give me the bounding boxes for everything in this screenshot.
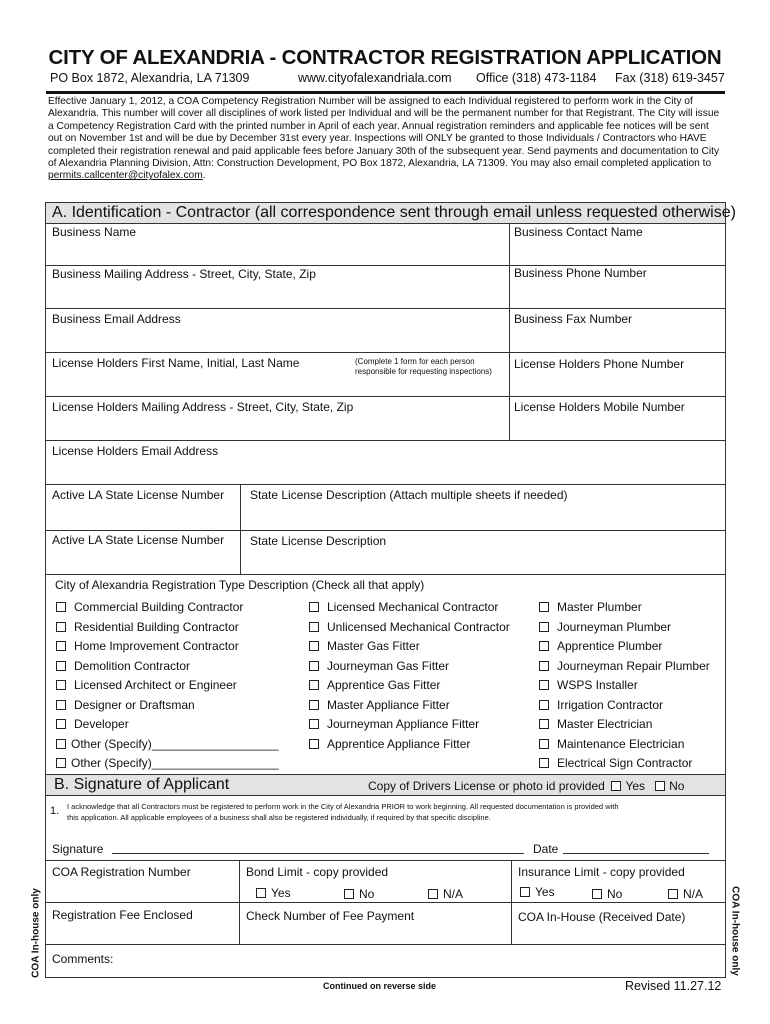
checkbox-commercial-building[interactable]: Commercial Building Contractor bbox=[56, 600, 279, 620]
checkbox-icon[interactable] bbox=[309, 739, 319, 749]
registration-type-heading: City of Alexandria Registration Type Description (Check all that apply) bbox=[55, 578, 425, 592]
business-phone-field[interactable]: Business Phone Number bbox=[514, 266, 647, 280]
checkbox-journeyman-appliance-fitter[interactable]: Journeyman Appliance Fitter bbox=[309, 717, 510, 737]
registration-fee-field[interactable]: Registration Fee Enclosed bbox=[52, 908, 193, 922]
office-grid-column bbox=[239, 860, 240, 944]
column-divider bbox=[509, 224, 510, 440]
checkbox-icon[interactable] bbox=[539, 602, 549, 612]
date-line[interactable] bbox=[563, 853, 709, 854]
registration-column-2 bbox=[309, 600, 510, 756]
checkbox-icon[interactable] bbox=[539, 700, 549, 710]
bond-yes-option[interactable]: Yes bbox=[256, 886, 291, 900]
business-contact-field[interactable]: Business Contact Name bbox=[514, 225, 643, 239]
section-b-header bbox=[45, 774, 726, 796]
state-license-number-1[interactable]: Active LA State License Number bbox=[52, 488, 225, 502]
acknowledgement-number: 1. bbox=[50, 805, 60, 817]
checkbox-master-appliance-fitter[interactable]: Master Appliance Fitter bbox=[309, 698, 510, 718]
row-divider bbox=[45, 396, 726, 397]
checkbox-demolition[interactable]: Demolition Contractor bbox=[56, 659, 279, 679]
check-number-field[interactable]: Check Number of Fee Payment bbox=[246, 909, 415, 923]
state-license-number-2[interactable]: Active LA State License Number bbox=[52, 533, 225, 547]
checkbox-icon[interactable] bbox=[539, 680, 549, 690]
checkbox-icon[interactable] bbox=[539, 739, 549, 749]
header-address: PO Box 1872, Alexandria, LA 71309 bbox=[50, 71, 250, 85]
checkbox-apprentice-plumber[interactable]: Apprentice Plumber bbox=[539, 639, 710, 659]
checkbox-other-2[interactable]: Other (Specify)___________________ bbox=[56, 756, 279, 776]
checkbox-icon[interactable] bbox=[539, 622, 549, 632]
checkbox-journeyman-repair-plumber[interactable]: Journeyman Repair Plumber bbox=[539, 659, 710, 679]
license-yes-checkbox[interactable] bbox=[611, 781, 621, 791]
license-yes-label: Yes bbox=[625, 779, 646, 793]
holder-email-field[interactable]: License Holders Email Address bbox=[52, 444, 219, 458]
checkbox-icon[interactable] bbox=[592, 889, 602, 899]
insurance-limit-label: Insurance Limit - copy provided bbox=[518, 865, 685, 879]
checkbox-icon[interactable] bbox=[56, 700, 66, 710]
checkbox-home-improvement[interactable]: Home Improvement Contractor bbox=[56, 639, 279, 659]
intro-end: . bbox=[202, 170, 206, 182]
coa-registration-field[interactable]: COA Registration Number bbox=[52, 865, 191, 879]
checkbox-icon[interactable] bbox=[56, 641, 66, 651]
registration-column-1 bbox=[56, 600, 279, 776]
holder-note-line1: (Complete 1 form for each person bbox=[355, 357, 475, 366]
checkbox-icon[interactable] bbox=[309, 661, 319, 671]
section-a-title: A. Identification - Contractor (all correspondence sent through email unless requested otherwise) bbox=[52, 204, 736, 221]
checkbox-residential-building[interactable]: Residential Building Contractor bbox=[56, 620, 279, 640]
checkbox-master-gas-fitter[interactable]: Master Gas Fitter bbox=[309, 639, 510, 659]
checkbox-journeyman-plumber[interactable]: Journeyman Plumber bbox=[539, 620, 710, 640]
checkbox-icon[interactable] bbox=[56, 758, 66, 768]
checkbox-apprentice-appliance-fitter[interactable]: Apprentice Appliance Fitter bbox=[309, 737, 510, 757]
bond-na-option[interactable]: N/A bbox=[428, 887, 463, 901]
received-date-field[interactable]: COA In-House (Received Date) bbox=[518, 910, 686, 924]
checkbox-other-1[interactable]: Other (Specify)___________________ bbox=[56, 737, 279, 757]
acknowledgement-line1: I acknowledge that all Contractors must be registered to perform work in the City of Alexandria PRIOR to work beginning. All requested documentation is provided with bbox=[67, 802, 619, 811]
state-license-description-2[interactable]: State License Description bbox=[250, 534, 387, 548]
header-fax: Fax (318) 619-3457 bbox=[615, 71, 725, 85]
header-office-phone: Office (318) 473-1184 bbox=[476, 71, 597, 85]
row-divider bbox=[45, 530, 726, 531]
checkbox-unlicensed-mechanical[interactable]: Unlicensed Mechanical Contractor bbox=[309, 620, 510, 640]
holder-phone-field[interactable]: License Holders Phone Number bbox=[514, 357, 685, 371]
continued-note: Continued on reverse side bbox=[323, 981, 437, 991]
checkbox-master-electrician[interactable]: Master Electrician bbox=[539, 717, 710, 737]
row-divider bbox=[45, 484, 726, 485]
row-divider bbox=[45, 352, 726, 353]
checkbox-icon[interactable] bbox=[539, 641, 549, 651]
bond-limit-label: Bond Limit - copy provided bbox=[246, 865, 389, 879]
checkbox-icon[interactable] bbox=[539, 758, 549, 768]
checkbox-icon[interactable] bbox=[309, 700, 319, 710]
checkbox-icon[interactable] bbox=[56, 622, 66, 632]
checkbox-apprentice-gas-fitter[interactable]: Apprentice Gas Fitter bbox=[309, 678, 510, 698]
checkbox-icon[interactable] bbox=[309, 641, 319, 651]
section-a-header bbox=[45, 202, 736, 224]
checkbox-irrigation-contractor[interactable]: Irrigation Contractor bbox=[539, 698, 710, 718]
signature-label: Signature bbox=[52, 842, 104, 856]
checkbox-developer[interactable]: Developer bbox=[56, 717, 279, 737]
side-label-right: COA In-house only bbox=[729, 886, 741, 976]
state-license-description-1[interactable]: State License Description (Attach multiple sheets if needed) bbox=[250, 488, 568, 502]
checkbox-icon[interactable] bbox=[309, 680, 319, 690]
row-divider bbox=[45, 440, 726, 441]
holder-mailing-field[interactable]: License Holders Mailing Address - Street, City, State, Zip bbox=[52, 400, 354, 414]
insurance-no-option[interactable]: No bbox=[592, 887, 622, 901]
checkbox-icon[interactable] bbox=[56, 680, 66, 690]
section-b-title: B. Signature of Applicant bbox=[54, 776, 230, 793]
checkbox-icon[interactable] bbox=[56, 719, 66, 729]
business-mailing-field[interactable]: Business Mailing Address - Street, City, State, Zip bbox=[52, 267, 316, 281]
checkbox-icon[interactable] bbox=[56, 661, 66, 671]
office-grid-column bbox=[511, 860, 512, 944]
checkbox-icon[interactable] bbox=[539, 719, 549, 729]
bond-no-option[interactable]: No bbox=[344, 887, 374, 901]
signature-line[interactable] bbox=[112, 853, 524, 854]
checkbox-icon[interactable] bbox=[428, 889, 438, 899]
checkbox-icon[interactable] bbox=[256, 888, 266, 898]
row-divider bbox=[45, 308, 726, 309]
checkbox-journeyman-gas-fitter[interactable]: Journeyman Gas Fitter bbox=[309, 659, 510, 679]
checkbox-icon[interactable] bbox=[520, 887, 530, 897]
header-website: www.cityofalexandriala.com bbox=[298, 71, 452, 85]
checkbox-architect-engineer[interactable]: Licensed Architect or Engineer bbox=[56, 678, 279, 698]
checkbox-icon[interactable] bbox=[309, 602, 319, 612]
checkbox-wsps-installer[interactable]: WSPS Installer bbox=[539, 678, 710, 698]
acknowledgement-line2: this application. All applicable employees of a business shall also be registered individually, if required by that specific discipline. bbox=[67, 813, 491, 822]
business-name-field[interactable]: Business Name bbox=[52, 225, 137, 239]
registration-column-3 bbox=[539, 600, 710, 776]
checkbox-master-plumber[interactable]: Master Plumber bbox=[539, 600, 710, 620]
date-label: Date bbox=[533, 842, 559, 856]
checkbox-icon[interactable] bbox=[668, 889, 678, 899]
form-title: CITY OF ALEXANDRIA - CONTRACTOR REGISTRATION APPLICATION bbox=[48, 46, 722, 69]
license-no-checkbox[interactable] bbox=[655, 781, 665, 791]
checkbox-icon[interactable] bbox=[344, 889, 354, 899]
insurance-na-option[interactable]: N/A bbox=[668, 887, 703, 901]
checkbox-designer-draftsman[interactable]: Designer or Draftsman bbox=[56, 698, 279, 718]
license-no-label: No bbox=[669, 779, 685, 793]
office-grid-top bbox=[45, 860, 726, 861]
comments-field[interactable]: Comments: bbox=[52, 952, 114, 966]
business-email-field[interactable]: Business Email Address bbox=[52, 312, 181, 326]
drivers-license-question: Copy of Drivers License or photo id provided Yes No bbox=[368, 779, 685, 793]
holder-note-line2: responsible for requesting inspections) bbox=[355, 367, 492, 376]
intro-paragraph bbox=[48, 96, 724, 183]
row-divider bbox=[45, 574, 726, 575]
side-label-left: COA In-house only bbox=[30, 888, 42, 978]
office-grid-divider bbox=[45, 902, 726, 903]
intro-text: Effective January 1, 2012, a COA Competency Registration Number will be assigned to each Individual registered to perform work in the City of Alexandria. This number will cover all disciplines of work listed per Individual and will be the permanent number for that Registrant. The City will issue a Competency Registration Card with the printed number in April of each year. Annual registration reminders and applicable fee notices will be sent out on November 1st and will be due by December 31st every year. Inspections will ONLY be granted to those Individuals / Contractors who HAVE completed their registration renewal and paid applicable fees before January 30th of the subsequent year. Send payments and documentation to City of Alexandria Planning Division, Attn: Construction Development, PO Box 1872, Alexandria, LA 71309. You may also email completed application to bbox=[48, 96, 720, 170]
intro-email-link[interactable]: permits.callcenter@cityofalex.com bbox=[48, 170, 203, 182]
checkbox-icon[interactable] bbox=[56, 602, 66, 612]
holder-name-field[interactable]: License Holders First Name, Initial, Last Name bbox=[52, 356, 300, 370]
checkbox-icon[interactable] bbox=[539, 661, 549, 671]
business-fax-field[interactable]: Business Fax Number bbox=[514, 312, 633, 326]
header-rule bbox=[46, 91, 725, 94]
checkbox-icon[interactable] bbox=[309, 622, 319, 632]
checkbox-icon[interactable] bbox=[56, 739, 66, 749]
revision-date: Revised 11.27.12 bbox=[625, 979, 722, 993]
holder-mobile-field[interactable]: License Holders Mobile Number bbox=[514, 400, 685, 414]
column-divider bbox=[240, 484, 241, 574]
checkbox-licensed-mechanical[interactable]: Licensed Mechanical Contractor bbox=[309, 600, 510, 620]
checkbox-electrical-sign-contractor[interactable]: Electrical Sign Contractor bbox=[539, 756, 710, 776]
insurance-yes-option[interactable]: Yes bbox=[520, 885, 555, 899]
checkbox-maintenance-electrician[interactable]: Maintenance Electrician bbox=[539, 737, 710, 757]
office-grid-divider bbox=[45, 944, 726, 945]
checkbox-icon[interactable] bbox=[309, 719, 319, 729]
